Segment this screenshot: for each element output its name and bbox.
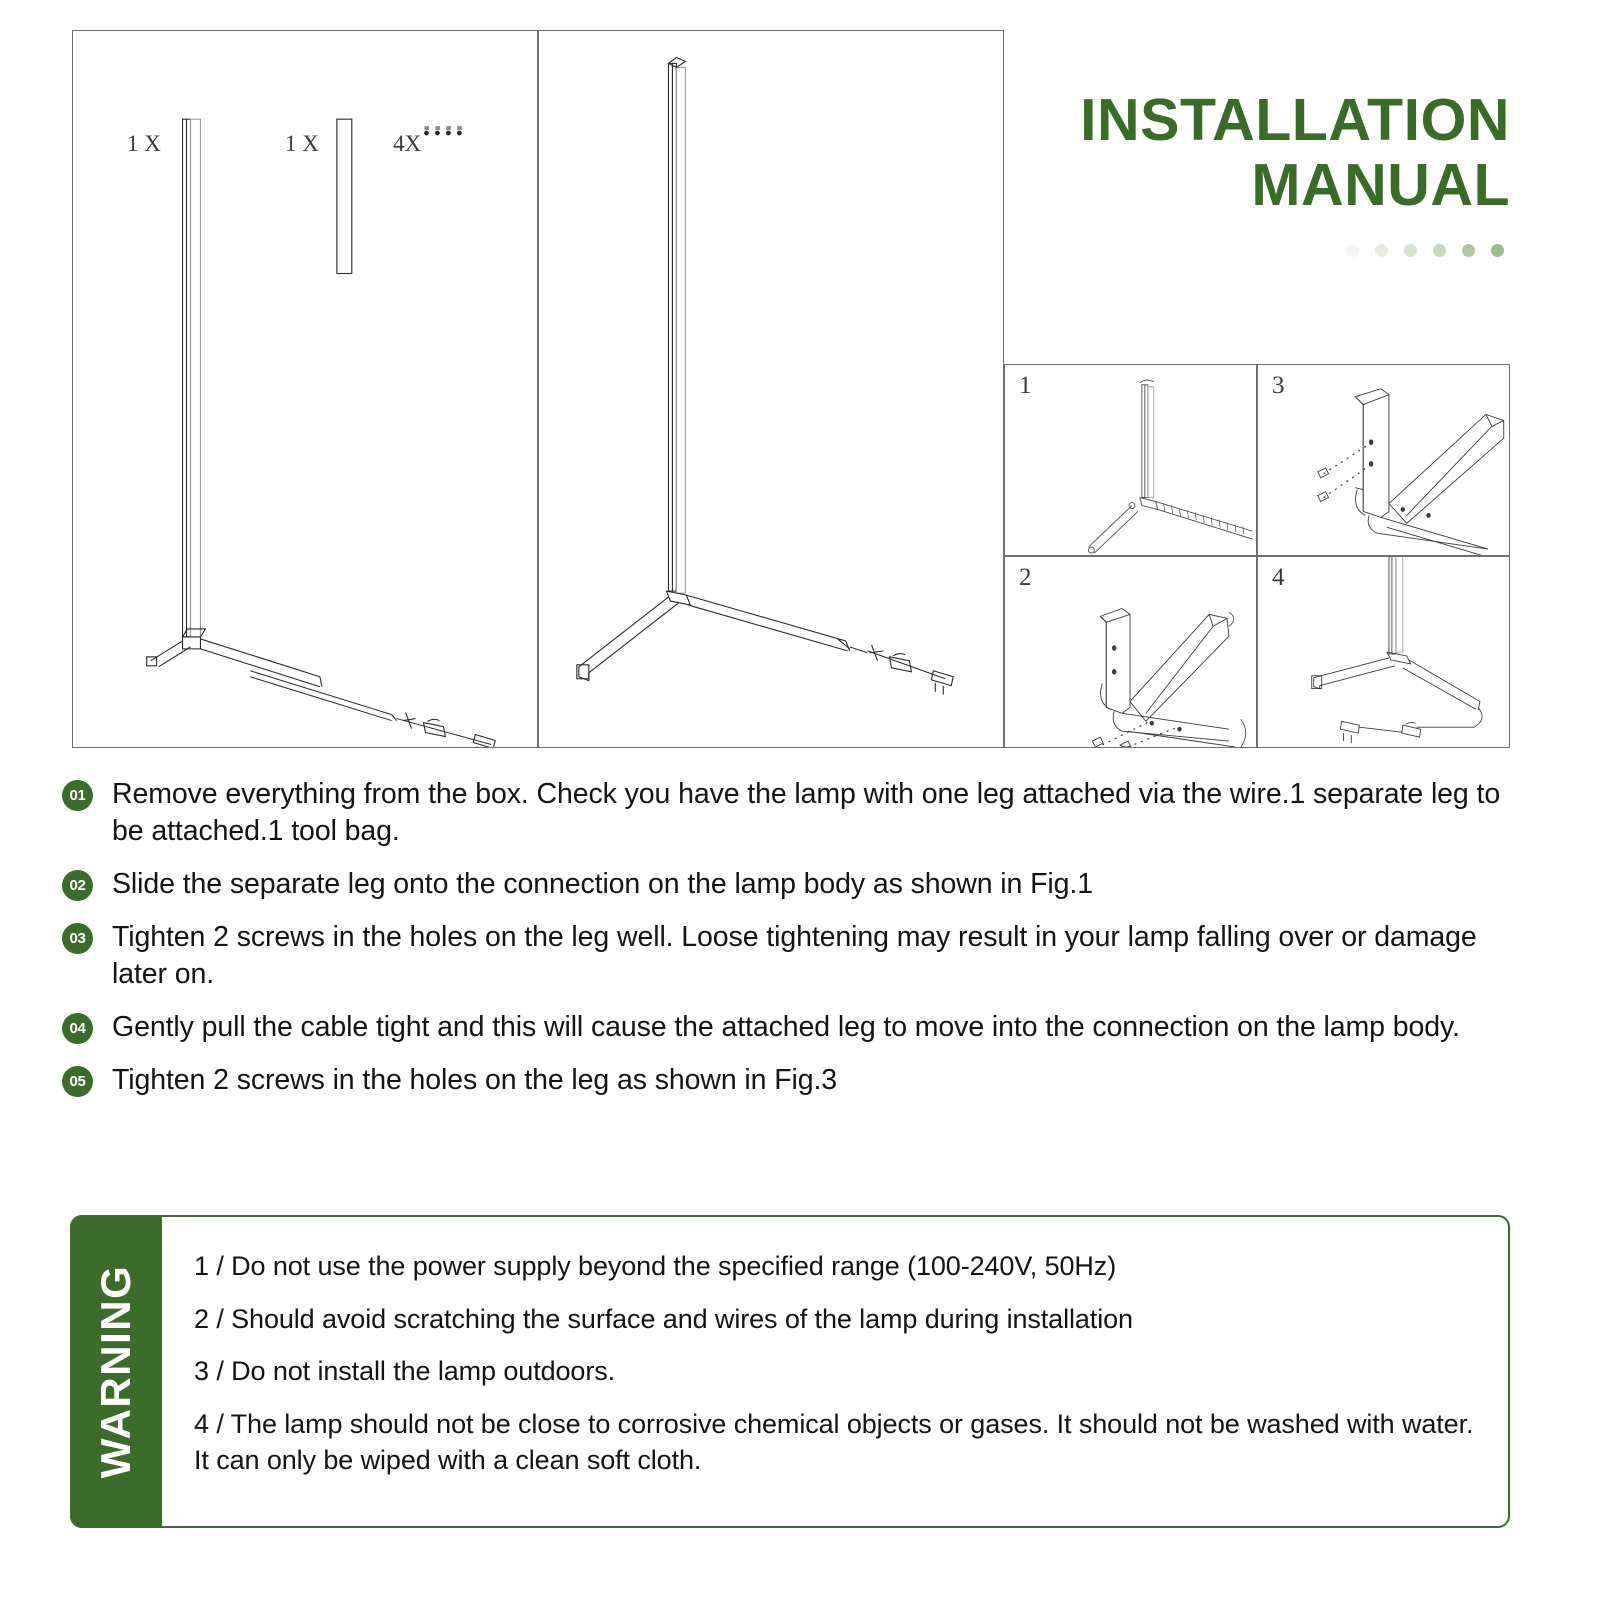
step-4-drawing — [1258, 557, 1509, 747]
part-qty-lamp-body: 1 X — [127, 131, 161, 156]
part-qty-screws: 4X — [393, 131, 422, 156]
title-dot-5 — [1462, 244, 1475, 257]
step-figure-3-number: 3 — [1272, 372, 1285, 399]
lamp-with-one-leg-drawing — [73, 31, 537, 747]
instruction-step — [62, 919, 1518, 993]
assembled-lamp-drawing — [539, 31, 1003, 747]
step-badge: 01 — [62, 780, 93, 811]
warning-item: 4 / The lamp should not be close to corrosive chemical objects or gases. It should not be washed with water. It can only be wiped with a clean soft cloth. — [194, 1408, 1474, 1475]
step-text: Remove everything from the box. Check you have the lamp with one leg attached via the wire.1 separate leg to be attached.1 tool bag. — [112, 778, 1501, 848]
title-dot-6 — [1491, 244, 1504, 257]
title-decorative-dots — [980, 244, 1510, 257]
page-title-line-1: INSTALLATION — [1080, 87, 1510, 153]
step-1-drawing — [1005, 365, 1256, 555]
step-badge: 04 — [62, 1013, 93, 1044]
title-dot-4 — [1433, 244, 1446, 257]
step-2-drawing — [1005, 557, 1256, 747]
warning-item: 1 / Do not use the power supply beyond the specified range (100-240V, 50Hz) — [194, 1251, 1117, 1281]
warning-items-list — [194, 1249, 1486, 1495]
instruction-step — [62, 776, 1518, 850]
page-title-line-2: MANUAL — [1251, 151, 1510, 218]
step-text: Tighten 2 screws in the holes on the leg well. Loose tightening may result in your lamp falling over or damage later on. — [112, 921, 1477, 991]
warning-label: WARNING — [91, 1264, 139, 1478]
step-figure-3 — [1257, 364, 1510, 556]
warning-box — [70, 1215, 1510, 1528]
instruction-step — [62, 1062, 1518, 1099]
step-text: Gently pull the cable tight and this will cause the attached leg to move into the connection on the lamp body. — [112, 1011, 1460, 1044]
step-figures-grid — [1004, 364, 1510, 748]
step-figure-2 — [1004, 556, 1257, 748]
step-badge: 05 — [62, 1066, 93, 1097]
title-dot-3 — [1404, 244, 1417, 257]
step-figure-4 — [1257, 556, 1510, 748]
parts-panel — [72, 30, 538, 748]
warning-item: 3 / Do not install the lamp outdoors. — [194, 1356, 616, 1387]
warning-label-tab — [70, 1215, 162, 1528]
instruction-steps-list — [62, 776, 1518, 1115]
step-figure-1-number: 1 — [1019, 372, 1032, 399]
step-badge: 02 — [62, 870, 93, 901]
step-figure-2-number: 2 — [1019, 564, 1032, 591]
title-dot-1 — [1346, 244, 1359, 257]
instruction-step — [62, 1009, 1518, 1046]
step-text: Tighten 2 screws in the holes on the leg as shown in Fig.3 — [112, 1064, 838, 1097]
step-3-drawing — [1258, 365, 1509, 555]
warning-item: 2 / Should avoid scratching the surface and wires of the lamp during installation — [194, 1303, 1133, 1334]
title-dot-2 — [1375, 244, 1388, 257]
step-text: Slide the separate leg onto the connection on the lamp body as shown in Fig.1 — [112, 868, 1093, 901]
assembled-lamp-panel — [538, 30, 1004, 748]
step-badge: 03 — [62, 923, 93, 954]
step-figure-4-number: 4 — [1272, 564, 1285, 591]
instruction-step — [62, 866, 1518, 903]
part-qty-leg: 1 X — [285, 131, 319, 156]
step-figure-1 — [1004, 364, 1257, 556]
title-block — [980, 88, 1510, 257]
